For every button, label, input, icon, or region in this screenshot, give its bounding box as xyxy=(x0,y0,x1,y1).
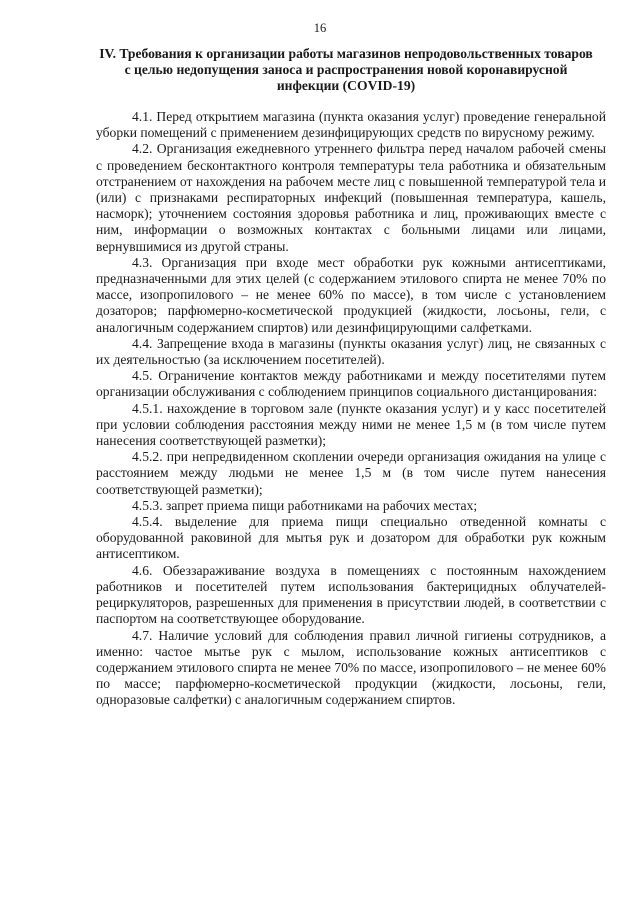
paragraph-4-4: 4.4. Запрещение входа в магазины (пункты оказания услуг) лиц, не связанных с их деятельностью (за исключением посетителей). xyxy=(96,335,606,368)
paragraph-4-2: 4.2. Организация ежедневного утреннего фильтра перед началом рабочей смены с проведением бесконтактного контроля температуры тела работника и обязательным отстранением от нахождения на рабочем месте лиц с повышенной температурой тела и (или) с признаками респираторных инфекций (повышенная температура, кашель, насморк); уточнением состояния здоровья работника и лиц, проживающих вместе с ним, информации о возможных контактах с больными лицами или лицами, вернувшимися из другой страны. xyxy=(96,141,606,254)
paragraph-4-5-2: 4.5.2. при непредвиденном скоплении очереди организация ожидания на улице с расстоянием между людьми не менее 1,5 м (в том числе путем нанесения соответствующей разметки); xyxy=(96,449,606,497)
paragraph-4-5-1: 4.5.1. нахождение в торговом зале (пункте оказания услуг) и у касс посетителей при условии соблюдения расстояния между ними не менее 1,5 м (в том числе путем нанесения соответствующей разметки); xyxy=(96,400,606,449)
paragraph-4-7: 4.7. Наличие условий для соблюдения правил личной гигиены сотрудников, а именно: частое мытье рук с мылом, использование кожных антисептиков с содержанием этилового спирта не менее 70% по массе, изопропилового – не менее 60% по массе; парфюмерно-косметической продукции (жидкости, лосьоны, гели, одноразовые салфетки) с аналогичным содержанием спиртов. xyxy=(96,627,606,708)
paragraph-4-1: 4.1. Перед открытием магазина (пункта оказания услуг) проведение генеральной уборки помещений с применением дезинфицирующих средств по вирусному режиму. xyxy=(96,109,606,141)
paragraph-4-6: 4.6. Обеззараживание воздуха в помещениях с постоянным нахождением работников и посетителей путем использования бактерицидных облучателей-рециркуляторов, разрешенных для применения в присутствии людей, в соответствии с паспортом на соответствующее оборудование. xyxy=(96,562,606,627)
paragraph-4-5: 4.5. Ограничение контактов между работниками и между посетителями путем организации обслуживания с соблюдением принципов социального дистанцирования: xyxy=(96,368,606,400)
paragraph-4-5-3: 4.5.3. запрет приема пищи работниками на рабочих местах; xyxy=(132,497,478,513)
section-title: IV. Требования к организации работы магазинов непродовольственных товаров с целью недопущения заноса и распространения новой коронавирусной инфекции (COVID-19) xyxy=(99,46,593,94)
paragraph-4-5-4: 4.5.4. выделение для приема пищи специально отведенной комнаты с оборудованной раковиной для мытья рук и дозатором для обработки рук кожным антисептиком. xyxy=(96,514,606,562)
page-number: 16 xyxy=(313,21,327,35)
paragraph-4-3: 4.3. Организация при входе мест обработки рук кожными антисептиками, предназначенными для этих целей (с содержанием этилового спирта не менее 70% по массе, изопропилового – не менее 60% по массе), в том числе с установлением дозаторов; парфюмерно-косметической продукцией (жидкости, лосьоны, гели, с аналогичным содержанием спиртов) или дезинфицирующими салфетками. xyxy=(96,254,606,335)
document-body xyxy=(96,109,606,709)
